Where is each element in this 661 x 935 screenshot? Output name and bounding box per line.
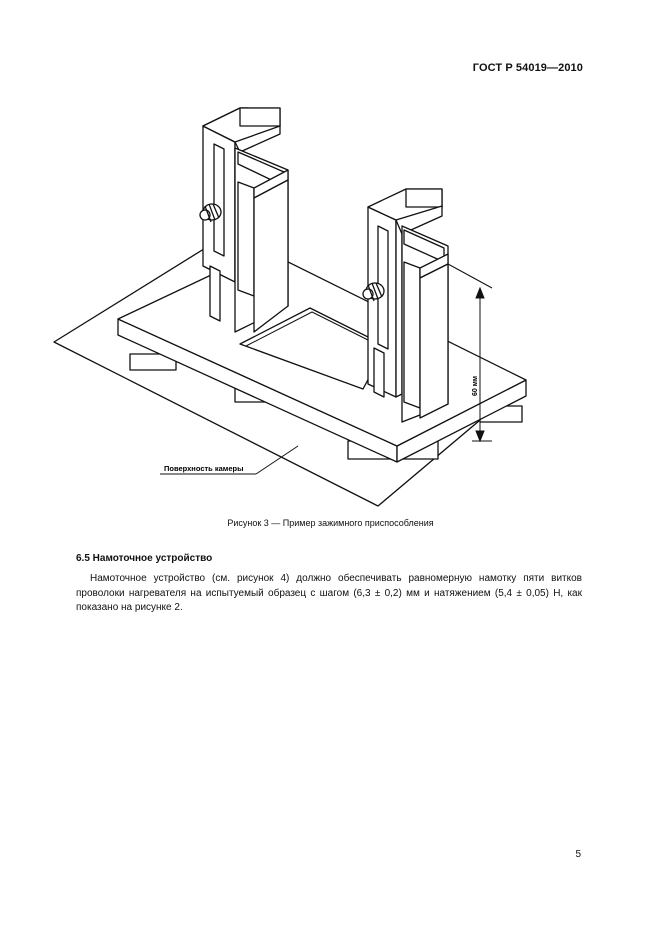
standard-code: ГОСТ Р 54019—2010: [472, 62, 583, 74]
surface-label: Поверхность камеры: [164, 464, 244, 473]
figure-caption: Рисунок 3 — Пример зажимного приспособления: [227, 518, 434, 528]
section-title: 6.5 Намоточное устройство: [76, 553, 213, 564]
clamping-device-figure: [40, 86, 620, 516]
page-number: 5: [575, 849, 581, 860]
clamping-device-drawing: [40, 86, 620, 516]
section-paragraph: Намоточное устройство (см. рисунок 4) должно обеспечивать равномерную намотку пяти витков проволоки нагревателя на испытуемый образец с шагом (6,3 ± 0,2) мм и натяжением (5,4 ± 0,05) Н, как показано на рисунке 2.: [76, 573, 582, 613]
dimension-label: 60 мм: [472, 375, 479, 396]
left-clamp: [200, 108, 288, 332]
right-clamp: [363, 189, 448, 422]
